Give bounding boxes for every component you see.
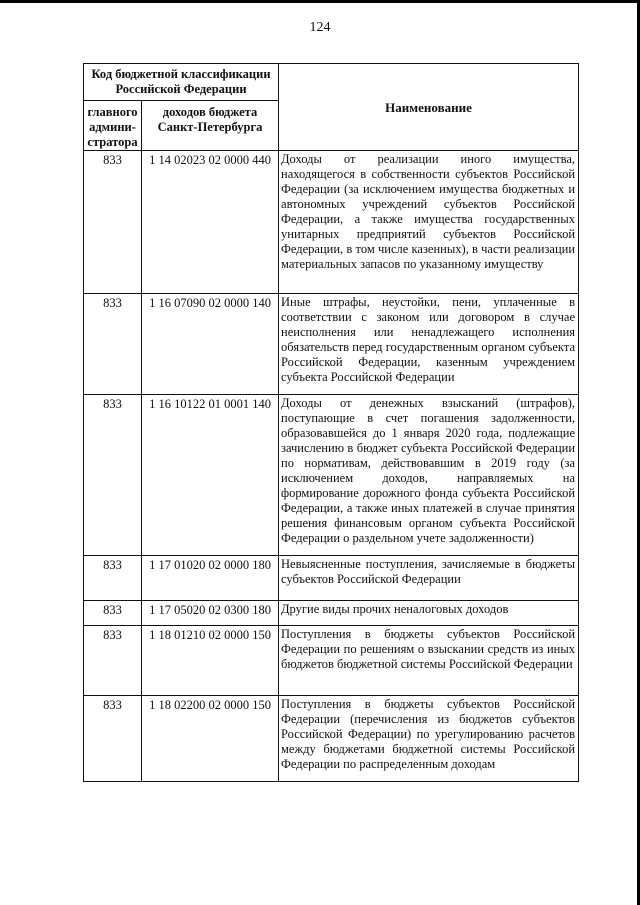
income-code-cell: 1 18 01210 02 0000 150: [142, 626, 279, 696]
header-income: доходов бюджета Санкт-Петербурга: [142, 101, 279, 151]
admin-code-cell: 833: [84, 294, 142, 395]
income-code-cell: 1 17 05020 02 0300 180: [142, 601, 279, 626]
header-admin: главного админи-стратора: [84, 101, 142, 151]
income-name-cell: Иные штрафы, неустойки, пени, уплаченные в соответствии с законом или договором в случае неисполнения или ненадлежащего исполнения обязательств перед государственным органом субъекта Российской Федерации, казенным учреждением субъекта Российской Федерации: [279, 294, 579, 395]
income-name-cell: Другие виды прочих неналоговых доходов: [279, 601, 579, 626]
table-row: [84, 151, 579, 294]
income-name-cell: Доходы от реализации иного имущества, находящегося в собственности субъектов Российской Федерации (за исключением имущества бюджетных и автономных учреждений субъектов Российской Федерации, а также имущества государственных унитарных предприятий субъектов Российской Федерации, в том числе казенных), в части реализации материальных запасов по указанному имуществу: [279, 151, 579, 294]
income-code-cell: 1 16 07090 02 0000 140: [142, 294, 279, 395]
income-name-cell: Невыясненные поступления, зачисляемые в бюджеты субъектов Российской Федерации: [279, 556, 579, 601]
table-row: [84, 696, 579, 782]
scan-edge-top: [0, 0, 640, 3]
budget-classification-table: [83, 63, 579, 782]
admin-code-cell: 833: [84, 626, 142, 696]
income-code-cell: 1 17 01020 02 0000 180: [142, 556, 279, 601]
income-name-cell: Поступления в бюджеты субъектов Российской Федерации по решениям о взыскании средств из иных бюджетов бюджетной системы Российской Федерации: [279, 626, 579, 696]
admin-code-cell: 833: [84, 151, 142, 294]
table-row: [84, 395, 579, 556]
income-code-cell: 1 16 10122 01 0001 140: [142, 395, 279, 556]
admin-code-cell: 833: [84, 556, 142, 601]
income-code-cell: 1 18 02200 02 0000 150: [142, 696, 279, 782]
admin-code-cell: 833: [84, 395, 142, 556]
header-row: [84, 64, 579, 101]
income-name-cell: Доходы от денежных взысканий (штрафов), поступающие в счет погашения задолженности, образовавшейся до 1 января 2020 года, подлежащие зачислению в бюджет субъекта Российской Федерации по нормативам, действовавшим в 2019 году (за исключением доходов, направляемых на формирование дорожного фонда субъекта Российской Федерации, а также иных платежей в случае принятия решения финансовым органом субъекта Российской Федерации о раздельном учете задолженности): [279, 395, 579, 556]
table-row: [84, 601, 579, 626]
table-row: [84, 294, 579, 395]
income-name-cell: Поступления в бюджеты субъектов Российской Федерации (перечисления из бюджетов субъектов Российской Федерации) по урегулированию расчетов между бюджетами бюджетной системы Российской Федерации по распределенным доходам: [279, 696, 579, 782]
header-group-title: Код бюджетной классификации Российской Федерации: [84, 64, 279, 101]
admin-code-cell: 833: [84, 696, 142, 782]
admin-code-cell: 833: [84, 601, 142, 626]
page-number: 124: [309, 20, 331, 35]
table-row: [84, 556, 579, 601]
table-row: [84, 626, 579, 696]
income-code-cell: 1 14 02023 02 0000 440: [142, 151, 279, 294]
header-name: Наименование: [279, 64, 579, 151]
